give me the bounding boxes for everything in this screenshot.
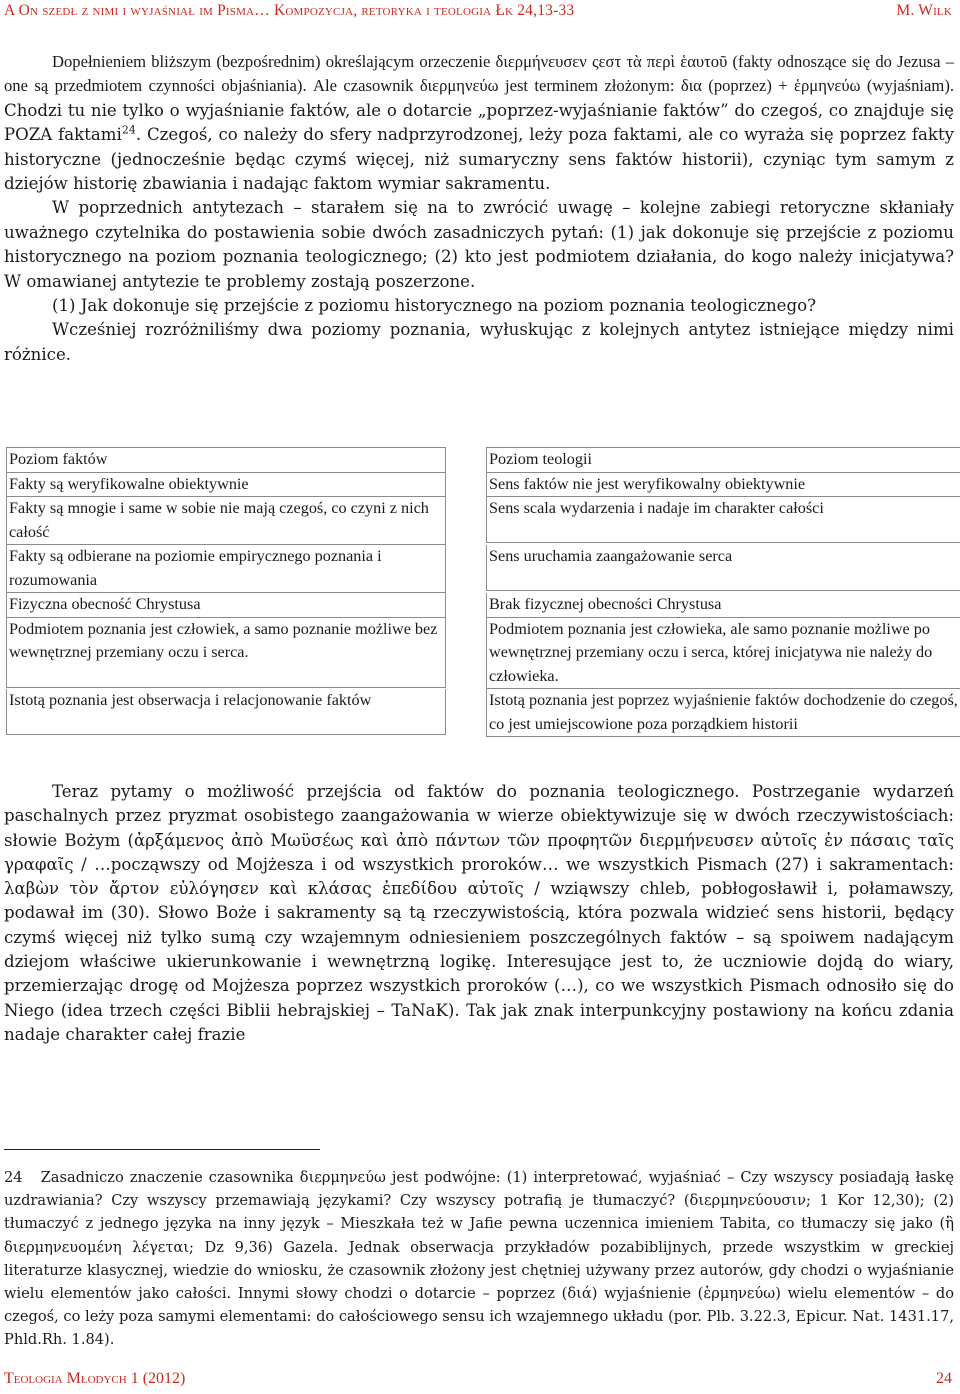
paragraph-5: Teraz pytamy o możliwość przejścia od faktów do poznania teologicznego. Postrzeganie wydarzeń paschalnych przez pryzmat osobistego zaangażowania w wierze obiektywizuje się w dwóch rzeczywistościach: słowie Bożym (ἀρξάμενος ἀπὸ Μωϋσέως καὶ ἀπὸ πάντων τῶν προφητῶν διερμήνευσεν αὐτοῖς ἐν πάσαις ταῖς γραφαῖς / …począwszy od Mojżesza i od wszystkich proroków… we wszystkich Pismach (27) i sakramentach: λαβὼν τὸν ἄρτον εὐλόγησεν καὶ κλάσας ἐπεδίδου αὐτοῖς / wziąwszy chleb, pobłogosławił i, połamawszy, podawał im (30). Słowo Boże i sakramenty są tą rzeczywistością, która pozwala widzieć sens historii, będący czymś więcej niż tylko sumą czy wzajemnym odniesieniem poszczególnych faktów – są spoiwem nadającym dziejom właściwe ukierunkowanie i wewnętrzną logikę. Interesujące jest to, że uczniowie dojdą do wiary, przemierzając drogę od Mojżesza poprzez wszystkich proroków (…), co we wszystkich Pismach odnosiło się do Niego (idea trzech części Biblii hebrajskiej – TaNaK). Tak jak znak interpunkcyjny postawiony na końcu zdania nadaje charakter całej frazie xyxy=(4,782,954,1044)
paragraph-1-part-b: Chodzi tu nie tylko o wyjaśnianie faktów, ale o dotarcie „poprzez-wyjaśnianie faktów” do czegoś, co znajduje się POZA faktami xyxy=(4,100,954,145)
facts-level-text: Fakty są mnogie i same w sobie nie mają czegoś, co czyni z nich całość xyxy=(6,497,446,545)
table-row xyxy=(6,447,960,473)
table-row xyxy=(6,618,960,690)
footnote-separator xyxy=(4,1149,320,1150)
table-row xyxy=(6,473,960,498)
journal-name: Teologia Młodych 1 (2012) xyxy=(4,1370,186,1387)
footnote-text: Zasadniczo znaczenie czasownika διερμηνεύω jest podwójne: (1) interpretować, wyjaśniać – Czy wszyscy posiadają łaskę uzdrawiania? Czy wszyscy przemawiają językami? Czy wszyscy potrafią je tłumaczyć? (διερμηνεύουσιν; 1 Kor 12,30); (2) tłumaczyć z jednego języka na inny język – Mieszkała też w Jafie pewna uczennica imieniem Tabita, co tłumaczy się jako (ἣ διερμηνευομένη λέγεται; Dz 9,36) Gazela. Jednak obserwacja przykładów pozabiblijnych, przede wszystkim w greckiej literaturze klasycznej, wiedzie do wniosku, że czasownik złożony jest chętniej używany przez autorów, gdy chodzi o wyjaśnianie wielu elementów jako całości. Innymi słowy chodzi o dotarcie – poprzez (διά) wyjaśnienie (ἑρμηνεύω) wielu elementów – do czegoś, co leży poza samymi elementami: do całościowego sensu ich wzajemnego układu (por. Plb. 3.22.3, Epicur. Nat. 1431.17, Phld.Rh. 1.84). xyxy=(4,1169,954,1349)
table-row xyxy=(6,593,960,618)
facts-level-text: Poziom faktów xyxy=(6,447,446,473)
table-cell-facts xyxy=(6,689,478,737)
table-row xyxy=(6,497,960,545)
table-cell-facts xyxy=(6,618,478,690)
theology-level-text: Sens uruchamia zaangażowanie serca xyxy=(486,545,960,591)
paragraph-1-part-a: Dopełnieniem bliższym (bezpośrednim) określającym orzeczenie διερμήνευσεν ςεστ τὰ περὶ ἑαυτοῦ (fakty odnoszące się do Jezusa – one są przedmiotem czynności objaśniania). Ale czasownik διερμηνεύω jest terminem złożonym: δια (poprzez) + ἑρμηνεύω (wyjaśniam). xyxy=(4,52,954,96)
running-head-author: M. Wilk xyxy=(896,2,952,19)
facts-level-text: Istotą poznania jest obserwacja i relacjonowanie faktów xyxy=(6,689,446,735)
running-head-title: A On szedł z nimi i wyjaśniał im Pisma… Kompozycja, retoryka i teologia Łk 24,13-33 xyxy=(4,2,575,19)
table-cell-facts xyxy=(6,497,478,545)
facts-level-text: Fizyczna obecność Chrystusa xyxy=(6,593,446,618)
footnote-number: 24 xyxy=(4,1169,23,1186)
paragraph-1-part-c: . Czegoś, co należy do sfery nadprzyrodzonej, leży poza faktami, ale co wyraża się poprzez fakty historyczne (jednocześnie będąc czymś więcej, niż sumaryczny sens faktów historii), czyniąc tym samym z dziejów historię zbawiania i nadając faktom wymiar sakramentu. xyxy=(4,125,954,194)
running-head xyxy=(0,0,960,30)
paragraph-3: (1) Jak dokonuje się przejście z poziomu historycznego na poziom poznania teologicznego? xyxy=(52,296,816,316)
facts-level-text: Podmiotem poznania jest człowiek, a samo poznanie możliwe bez wewnętrznej przemiany oczu i serca. xyxy=(6,618,446,688)
table-cell-facts xyxy=(6,545,478,593)
table-cell-theology xyxy=(478,497,960,545)
table-cell-theology xyxy=(478,689,960,737)
theology-level-text: Istotą poznania jest poprzez wyjaśnienie faktów dochodzenie do czegoś, co jest umiejscowione poza porządkiem historii xyxy=(486,689,960,737)
paragraph-1 xyxy=(4,50,954,196)
theology-level-text: Brak fizycznej obecności Chrystusa xyxy=(486,593,960,618)
comparison-table xyxy=(6,447,960,737)
table-cell-theology xyxy=(478,447,960,473)
table-cell-facts xyxy=(6,473,478,498)
theology-level-text: Podmiotem poznania jest człowieka, ale samo poznanie możliwe po wewnętrznej przemiany oczu i serca, której inicjatywa nie należy do człowieka. xyxy=(486,618,960,690)
table-cell-theology xyxy=(478,545,960,593)
paragraph-4: Wcześniej rozróżniliśmy dwa poziomy poznania, wyłuskując z kolejnych antytez istniejące między nimi różnice. xyxy=(4,320,954,364)
theology-level-text: Sens scala wydarzenia i nadaje im charakter całości xyxy=(486,497,960,543)
paragraph-2: W poprzednich antytezach – starałem się na to zwrócić uwagę – kolejne zabiegi retoryczne skłaniały uważnego czytelnika do postawienia sobie dwóch zasadniczych pytań: (1) jak dokonuje się przejście z poziomu historycznego na poziom poznania teologicznego; (2) kto jest podmiotem działania, do kogo należy inicjatywa? W omawianej antytezie te problemy zostają poszerzone. xyxy=(4,198,954,291)
theology-level-text: Poziom teologii xyxy=(486,447,960,473)
theology-level-text: Sens faktów nie jest weryfikowalny obiektywnie xyxy=(486,473,960,498)
page-number: 24 xyxy=(936,1370,952,1387)
table-row xyxy=(6,689,960,737)
table-cell-theology xyxy=(478,618,960,690)
table-cell-theology xyxy=(478,593,960,618)
table-cell-facts xyxy=(6,447,478,473)
main-text-top xyxy=(4,50,954,367)
table-cell-theology xyxy=(478,473,960,498)
page-footer xyxy=(0,1368,960,1394)
table-row xyxy=(6,545,960,593)
main-text-bottom xyxy=(4,780,954,1047)
facts-level-text: Fakty są weryfikowalne obiektywnie xyxy=(6,473,446,498)
table-cell-facts xyxy=(6,593,478,618)
facts-level-text: Fakty są odbierane na poziomie empirycznego poznania i rozumowania xyxy=(6,545,446,593)
footnote-ref-24[interactable]: 24 xyxy=(121,123,136,137)
footnote-24 xyxy=(4,1166,954,1352)
